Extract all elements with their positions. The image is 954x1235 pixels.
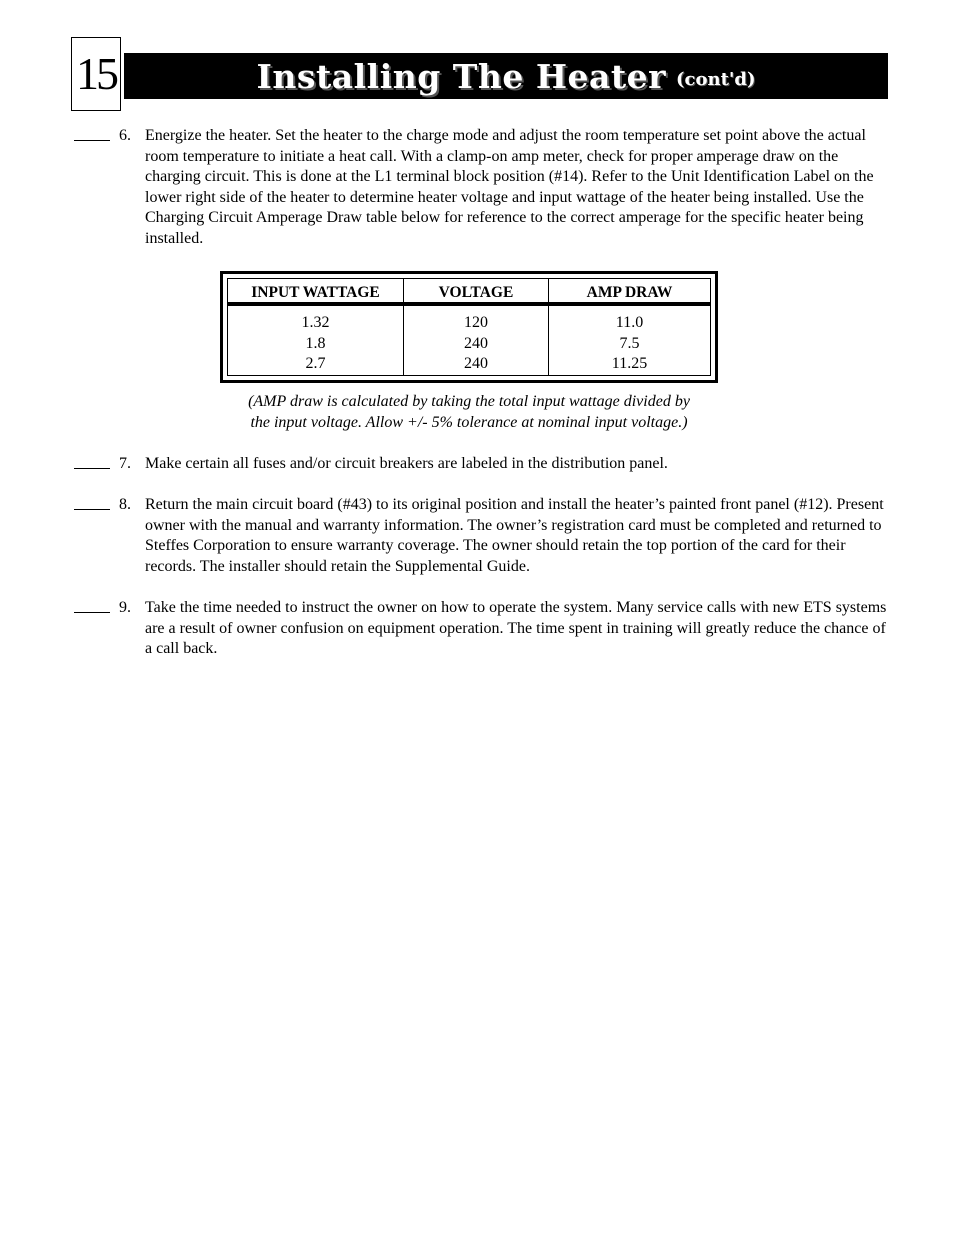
caption-line: (AMP draw is calculated by taking the total input wattage divided by [248,393,690,410]
step-number: 9. [119,599,131,616]
step-6 [74,126,888,250]
checkbox-blank[interactable] [74,126,110,141]
title-bar [124,53,888,99]
step-number: 8. [119,496,131,513]
step-9 [74,598,888,660]
table-cell: 240 [464,355,488,373]
table-cell: 1.8 [305,334,326,352]
page-subtitle: (cont'd) [676,68,756,90]
step-number: 6. [119,127,131,144]
page-title: Installing The Heater [256,56,666,96]
checkbox-blank[interactable] [74,495,110,510]
table-header: AMP DRAW [586,284,673,301]
caption-line: the input voltage. Allow +/- 5% tolerance at nominal input voltage.) [250,413,688,431]
table-cell: 11.25 [611,355,648,373]
table-cell: 2.7 [305,355,326,373]
page-number: 15 [71,37,121,111]
checkbox-blank[interactable] [74,598,110,613]
amperage-table [220,271,718,383]
table-cell: 7.5 [619,334,640,352]
step-text: Make certain all fuses and/or circuit breakers are labeled in the distribution panel. [145,455,668,472]
column-voltage [404,279,549,375]
table-caption [200,392,738,433]
step-8 [74,495,888,577]
column-input-wattage [228,279,404,375]
table-cell: 120 [464,314,488,331]
step-text: Return the main circuit board (#43) to its original position and install the heater’s painted front panel (#12). Present owner with the manual and warranty information. The owner’s registration card must be completed and returned to Steffes Corporation to ensure warranty coverage. The owner should retain the top portion of the card for their records. The installer should retain the Supplemental Guide. [145,496,884,575]
step-text: Take the time needed to instruct the owner on how to operate the system. Many service calls with new ETS systems are a result of owner confusion on equipment operation. The time spent in training will greatly reduce the chance of a call back. [145,599,887,658]
column-amp-draw [549,279,710,375]
table-cell: 240 [464,334,488,352]
checkbox-blank[interactable] [74,454,110,469]
table-cell: 11.0 [615,314,644,331]
table-header: INPUT WATTAGE [251,284,380,301]
table-cell: 1.32 [301,314,330,331]
step-7 [74,454,888,475]
step-text: Energize the heater. Set the heater to the charge mode and adjust the room temperature set point above the actual room temperature to initiate a heat call. With a clamp-on amp meter, check for proper amperage draw on the charging circuit. This is done at the L1 terminal block position (#14). Refer to the Unit Identification Label on the lower right side of the heater to determine heater voltage and input wattage of the heater being installed. Use the Charging Circuit Amperage Draw table below for reference to the correct amperage for the specific heater being installed. [145,127,874,247]
step-number: 7. [119,455,131,472]
table-header: VOLTAGE [438,284,514,301]
